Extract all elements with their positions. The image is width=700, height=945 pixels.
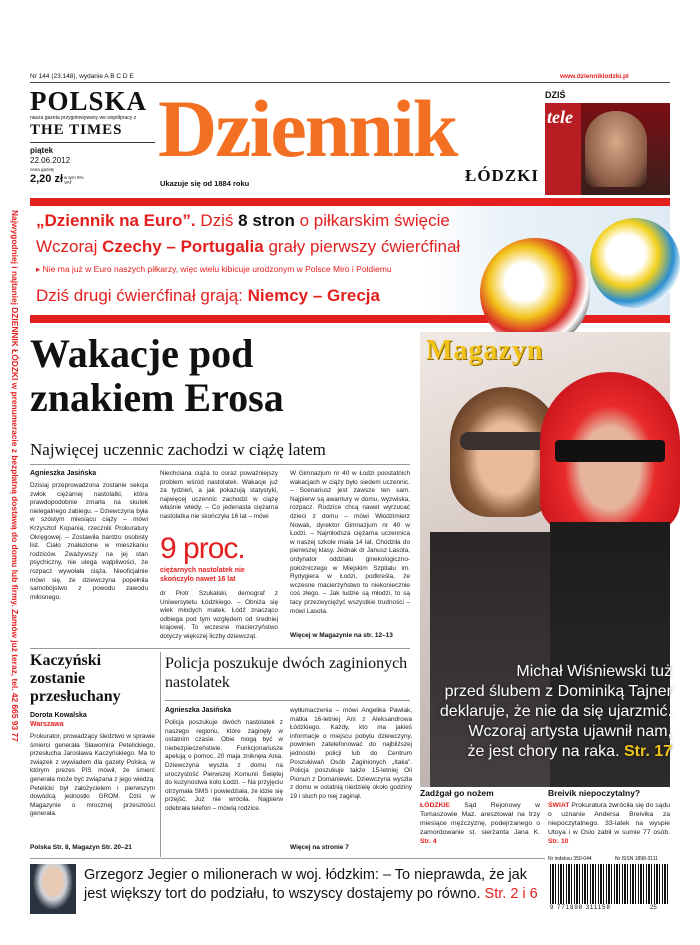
dzis-label: DZIŚ <box>545 90 566 100</box>
kaczynski-text: Prokurator, prowadzący śledztwo w sprawie śmierci generała Sławomira Petelickiego, przesłucha Jarosława Kaczyńskiego. Ma to związek z wywiadem dla gazety Polska, w którym prezes PiS mówił, że śmierć generała może być związana z jego wiedzą. Petelicki był założycielem i pierwszym dowódcą jednostki GROM. Dziś w Magazynie o mrocznej przeszłości generała. <box>30 733 155 818</box>
footer-quote[interactable]: Grzegorz Jegier o milionerach w woj. łódzkim: – To nieprawda, że jak jest większy tort do podziału, to wszyscy dostajemy po równo. Str. 2 i 6 <box>84 867 538 902</box>
index-number: Nr indeksu 350-044 <box>548 856 592 862</box>
issue-info: Nr 144 (23.148), wydanie A B C D E <box>30 73 134 80</box>
euro-line-2: Wczoraj Czechy – Portugalia grały pierwszy ćwierćfinał <box>36 237 461 256</box>
euro-line-1: „Dziennik na Euro”. Dziś 8 stron o piłkarskim święcie <box>36 211 450 230</box>
kaczynski-refs[interactable]: Polska Str. 8, Magazyn Str. 20–21 <box>30 844 132 851</box>
main-headline[interactable]: Wakacje pod znakiem Erosa <box>30 331 284 420</box>
main-author: Agnieszka Jasińska <box>30 470 97 477</box>
policja-headline[interactable]: Policja poszukuje dwóch zaginionych nastolatek <box>165 655 408 691</box>
masthead-since: Ukazuje się od 1884 roku <box>160 179 250 188</box>
side-banner <box>4 210 20 790</box>
policja-col-1: Policja poszukuje dwóch nastolatek z naszego regionu, które zaginęły w ostatnim czasie. Obie mogą być w niebezpieczeństwie. Funkcjonariusze apelują o pomoc. 20 maja zniknęła Ania. Dziewczyna wyszła z domu na uroczystość Pierwszej Komunii Świętej do kuzynostwa koło Łodzi. – Na przyjęciu otrzymała SMS i powiedziała, że idzie się przejść. Już nie wróciła. Najpierw odebrała telefon – mówią rodzice. <box>165 719 283 812</box>
zadzgal-text: ŁÓDZKIE Sąd Rejonowy w Tomaszowie Maz. aresztował na trzy miesiące mężczyznę, podejrzanego o zamordowanie st. sierżanta Jana K. Str. 4 <box>420 802 540 845</box>
masthead-subtitle: ŁÓDZKI <box>465 166 540 185</box>
date-label: 22.06.2012 <box>30 156 71 165</box>
masthead-title: Dziennik <box>158 83 457 174</box>
price-label: cena gazety <box>30 167 55 172</box>
euro-line-4: Dziś drugi ćwierćfinał grają: Niemcy – Grecja <box>36 286 380 305</box>
sunglasses-icon <box>460 432 550 450</box>
magazyn-caption: Michał Wiśniewski tuż przed ślubem z Dominiką Tajner deklaruje, że nie da się ujarzmić. Wczoraj artysta ujawnił nam, że jest chory na raka. Str. 17 <box>439 663 672 760</box>
zadzgal-headline[interactable]: Zadźgał go nożem <box>420 788 494 798</box>
stat-big: 9 proc. <box>160 532 245 565</box>
magazyn-title: Magazyn <box>426 335 544 366</box>
breivik-headline[interactable]: Breivik niepoczytalny? <box>548 788 641 798</box>
football-icon-2 <box>590 218 680 308</box>
stat-desc: ciężarnych nastolatek nie skończyło nawet 16 lat <box>160 567 245 583</box>
side-banner-text: Najwygodniej i najtaniej DZIENNIK ŁÓDZKI w prenumeracie z bezpłatną dostawą do domu lub firmy. Zamów już teraz, tel. 42 665 93 77 <box>10 210 20 742</box>
price: 2,20 zł <box>30 173 64 185</box>
euro-line-3: ▸ Nie ma już w Euro naszych piłkarzy, więc wielu kibicuje urodzonym w Polsce Miro i Poldiemu <box>36 264 392 274</box>
policja-author: Agnieszka Jasińska <box>165 707 232 714</box>
day-label: piątek <box>30 146 54 155</box>
main-col-2b: dr Piotr Szukalski, demograf z Uniwersytetu Łódzkiego. – Obniża się wiek młodych matek. Łódź znacząco odbiega pod tym względem od średniej krajowej. To wczesne macierzyństwo dotyczy większej liczby dziewcząt. <box>160 590 278 640</box>
issn-number: Nr ISSN 1898-3111 <box>615 856 658 862</box>
polska-logo: POLSKA <box>30 86 148 116</box>
main-subhead: Najwięcej uczennic zachodzi w ciążę latem <box>30 440 326 459</box>
kaczynski-author: Dorota Kowalska <box>30 712 87 719</box>
the-times-logo: THE TIMES <box>30 122 123 138</box>
triangle-bullet-icon: ▸ <box>36 264 43 274</box>
tele-cover-photo <box>585 111 647 187</box>
policja-col-2: wytłumaczenia – mówi Angelika Pawlak, matka 16-letniej Ani z Aleksandrowa Łódzkiego. Każdy, kto ma jakieś informacje o miejscu pobytu dziewczyny, powinien zatelefonować do najbliższej jednostki policji lub do Centrum Poszukiwań Osób Zaginionych „Itaka”. Policja poszukuje także 15-letniej Oli Pionun z Domaniewic. Dziewczyna wyszła z domu w ostatnią niedzielę około godziny 19 i słuch po niej zaginął. <box>290 707 412 800</box>
jegier-photo <box>30 864 76 914</box>
website-link[interactable]: www.dzienniklodzki.pl <box>560 73 629 80</box>
tele-label: tele <box>547 107 573 127</box>
main-col-2: Niechciana ciąża to coraz poważniejszy problem wśród nastolatek. Wakacje już za tydzień, a jak pokazują statystyki, najwięcej uczennic zachodzi w ciążę właśnie wtedy. – Co jedenasta ciężarna nastolatka nie skończyła 16 lat – mówi <box>160 470 278 520</box>
barcode-issue: 25 <box>650 905 657 911</box>
price-vat: w tym 5% VAT <box>64 175 84 185</box>
main-col-3: W Gimnazjum nr 40 w Łodzi poostatnich wakacjach w ciąży było siedem uczennic. – Scenariusz jest zawsze ten sam. Najpierw są awantury w domu, wyzwiska, rozpacz. Rodzice chcą nawet wyrzucać dzieci z domu – mówi Włodzimierz Nowak, dyrektor Gimnazjum nr 40 w Łodzi. – Najmłodsza ciężarna uczennica w naszej szkole miała 14 lat. Chodziła do pierwszej klasy. Jednak dr Janusz Lasota, ordynator oddziału ginekologiczno-położniczego w Miejskim Szpitalu im. Rydygiera w Łodzi, podkreśla, że wczesne macierzyństwo to niekoniecznie coś złego. – Jak ludzie są młodzi, to są tacy przezwyciężyć wszystkie trudności – mówi Lasota. <box>290 470 410 615</box>
barcode-number: 9 771898 311158 <box>550 905 611 911</box>
kaczynski-city: Warszawa <box>30 721 64 728</box>
visor-glasses-icon <box>555 440 665 462</box>
tele-insert[interactable] <box>545 103 670 195</box>
kaczynski-headline[interactable]: Kaczyński zostanie przesłuchany <box>30 652 121 705</box>
policja-more-link[interactable]: Więcej na stronie 7 <box>290 844 349 851</box>
breivik-text: ŚWIAT Prokuratura zwróciła się do sądu o uznanie Andersa Breivika za niepoczytalnego. 33-latek na wyspie Utoya i w Oslo zabił w sumie 77 osób. Str. 10 <box>548 802 671 845</box>
main-more-link[interactable]: Więcej w Magazynie na str. 12–13 <box>290 632 393 639</box>
main-col-1: Dzisiaj przeprowadzona zostanie sekcja zwłok ciężarnej nastolatki, która prawdopodobnie zmarła na skutek nielegalnego zabiegu. – Dziewczyna była w szóstym miesiącu ciąży – mówi Krzysztof Kopania, rzecznik Prokuratury Okręgowej. – Zostawiła bardzo osobisty list. Ciało znalezione w mieszkaniu rodziców. Zważywszy na jej stan psychiczny, nie ulega wątpliwości, że rozpacz wywołała ciąża. Nieoficjalnie mówi się, że dziewczyna popełniła samobójstwo z powodu zawodu miłosnego. <box>30 482 148 601</box>
barcode <box>550 864 670 904</box>
polska-subtitle: nasza gazeta przygotowywany we współpracy z <box>30 115 137 121</box>
